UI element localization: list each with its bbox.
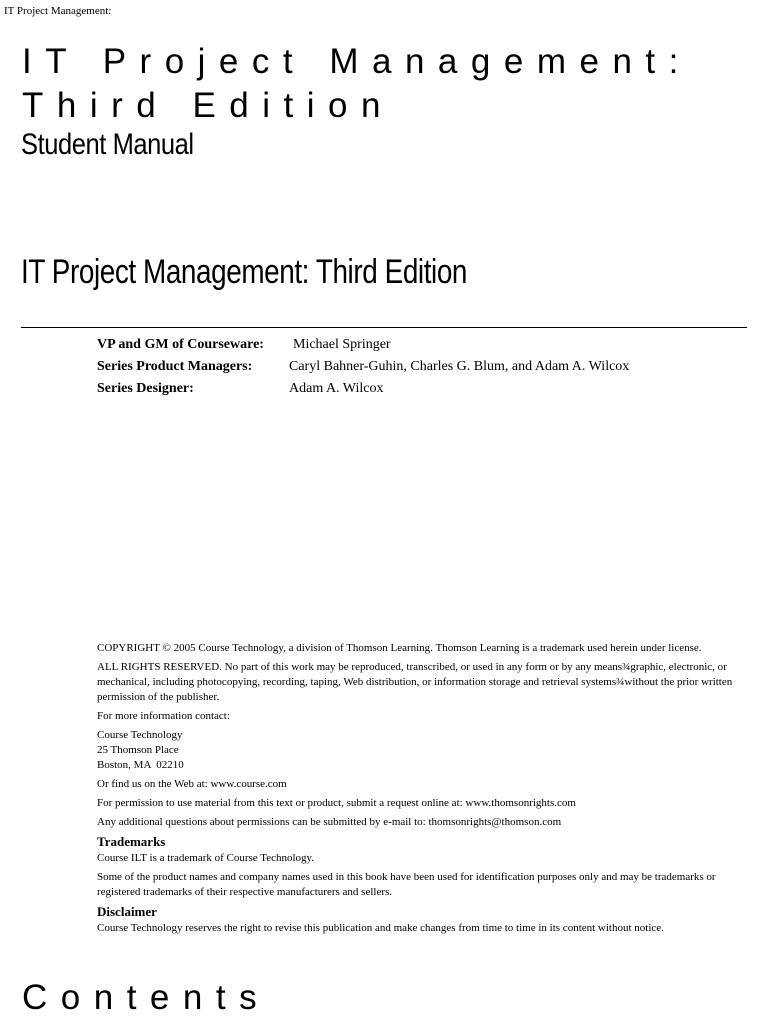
credit-role: Series Designer: [97,381,194,396]
subtitle: Student Manual [21,128,194,161]
credit-row [97,334,629,356]
disclaimer-text: Course Technology reserves the right to revise this publication and make changes from time to time in its content without notice. [97,922,664,934]
address-line: Course Technology [97,729,183,741]
address-line: 25 Thomson Place [97,744,179,756]
trademarks-heading: Trademarks [97,834,166,849]
address-line: Boston, MA 02210 [97,759,184,771]
permission-text: For permission to use material from this text or product, submit a request online at: www.thomsonrights.com [97,797,576,809]
credit-name: Adam A. Wilcox [289,381,384,396]
trademarks-text-2: Some of the product names and company names used in this book have been used for identification purposes only and may be trademarks or registered trademarks of their respective manufacturers and sellers. [97,871,716,898]
copyright-text: COPYRIGHT © 2005 Course Technology, a division of Thomson Learning. Thomson Learning is a trademark used herein under license. [97,642,702,654]
contents-heading: Contents [22,978,271,1017]
address-block [97,728,757,773]
legal-notice [97,641,757,940]
questions-text: Any additional questions about permissions can be submitted by e-mail to: thomsonrights@thomson.com [97,816,562,828]
disclaimer-heading: Disclaimer [97,904,157,919]
credit-row [97,356,629,378]
credit-row [97,378,629,400]
rights-text: ALL RIGHTS RESERVED. No part of this work may be reproduced, transcribed, or used in any form or by any means¾graphic, electronic, or mechanical, including photocopying, recording, taping, Web distribution, or information storage and retrieval systems¾without the prior written permission of the publisher. [97,661,733,703]
credit-role: VP and GM of Courseware: [97,337,264,352]
title-line-1: IT Project Management: [22,42,692,81]
credits [97,334,629,400]
credit-name: Michael Springer [293,337,391,352]
running-header: IT Project Management: [4,5,112,17]
trademarks-text-1: Course ILT is a trademark of Course Technology. [97,852,315,864]
credit-name: Caryl Bahner-Guhin, Charles G. Blum, and Adam A. Wilcox [289,359,630,374]
credit-role: Series Product Managers: [97,359,253,374]
title-line-2: Third Edition [22,86,394,125]
web-text: Or find us on the Web at: www.course.com [97,778,287,790]
book-title: IT Project Management: Third Edition [21,253,468,291]
page-title [22,40,692,128]
contact-intro: For more information contact: [97,710,230,722]
horizontal-rule [21,327,747,328]
